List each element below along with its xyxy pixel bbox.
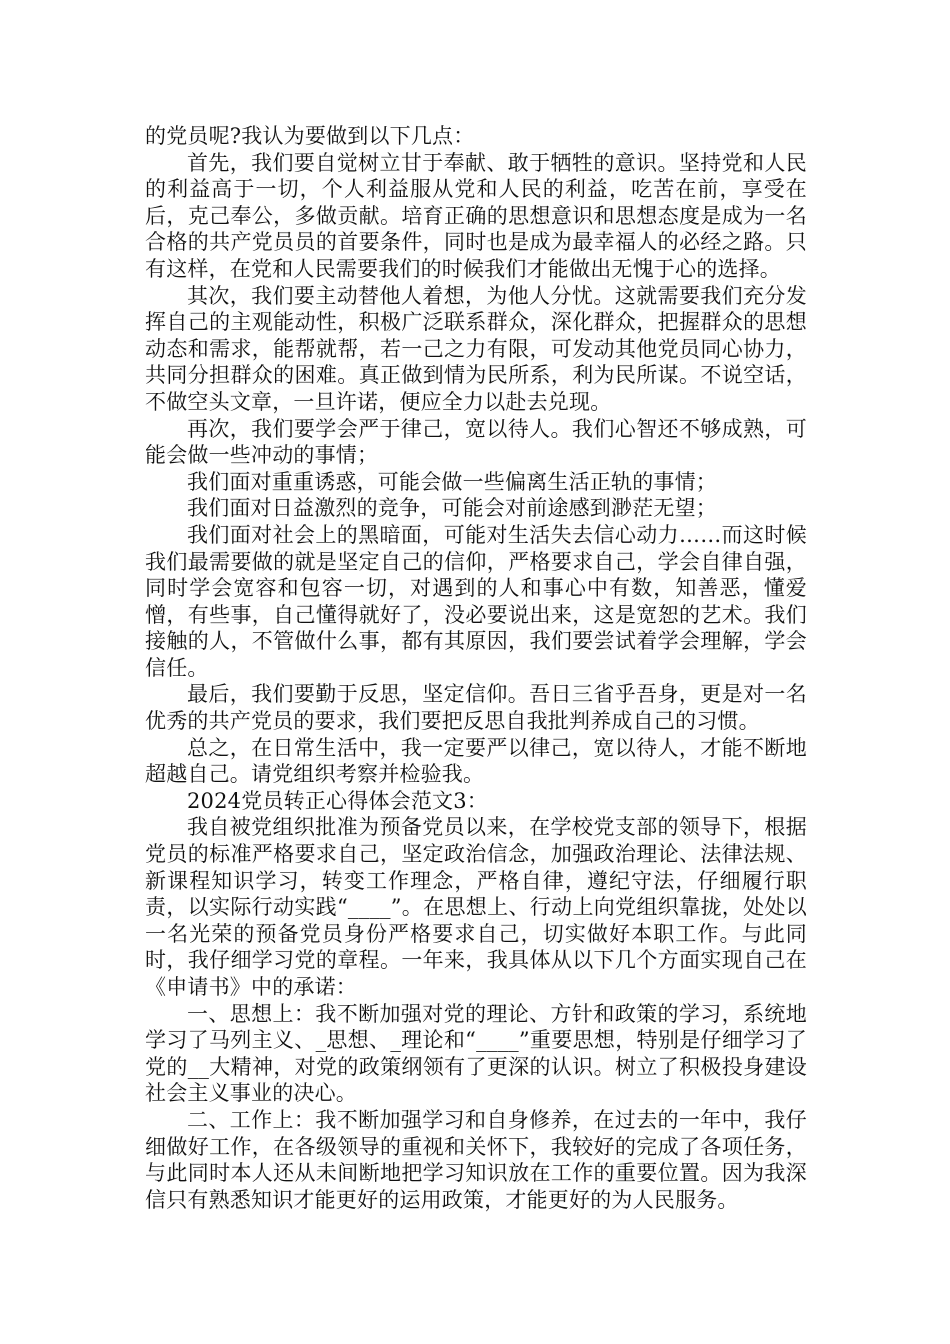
paragraph-thought: 一、思想上：我不断加强对党的理论、方针和政策的学习，系统地学习了马列主义、_思想、_理论和“____”重要思想，特别是仔细学习了党的__大精神，对党的政策纲领有了更深的认识。树立了积极投身建设社会主义事业的决心。 [145, 1001, 807, 1106]
paragraph-third: 再次，我们要学会严于律己，宽以待人。我们心智还不够成熟，可能会做一些冲动的事情； [145, 416, 807, 468]
paragraph-temptation: 我们面对重重诱惑，可能会做一些偏离生活正轨的事情； [187, 469, 717, 494]
paragraph-competition: 我们面对日益激烈的竞争，可能会对前途感到渺茫无望； [187, 496, 717, 521]
paragraph-work: 二、工作上：我不断加强学习和自身修养，在过去的一年中，我仔细做好工作，在各级领导的重视和关怀下，我较好的完成了各项任务，与此同时本人还从未间断地把学习知识放在工作的重要位置。因为我深信只有熟悉知识才能更好的运用政策，才能更好的为人民服务。 [145, 1107, 807, 1212]
paragraph-intro: 我自被党组织批准为预备党员以来，在学校党支部的领导下，根据党员的标准严格要求自己，坚定政治信念，加强政治理论、法律法规、新课程知识学习，转变工作理念，严格自律，遵纪守法，仔细履行职责，以实际行动实践“____”。在思想上、行动上向党组织靠拢，处处以一名光荣的预备党员身份严格要求自己，切实做好本职工作。与此同时，我仔细学习党的章程。一年来，我具体从以下几个方面实现自己在《申请书》中的承诺： [145, 815, 807, 999]
paragraph-continuation: 的党员呢?我认为要做到以下几点： [145, 124, 475, 148]
paragraph-conclusion: 总之，在日常生活中，我一定要严以律己，宽以待人，才能不断地超越自己。请党组织考察并检验我。 [145, 735, 807, 787]
paragraph-society: 我们面对社会上的黑暗面，可能对生活失去信心动力……而这时候我们最需要做的就是坚定自己的信仰，严格要求自己，学会自律自强，同时学会宽容和包容一切，对遇到的人和事心中有数，知善恶，懂爱憎，有些事，自己懂得就好了，没必要说出来，这是宽恕的艺术。我们接触的人，不管做什么事，都有其原因，我们要尝试着学会理解，学会信任。 [145, 522, 807, 680]
paragraph-finally: 最后，我们要勤于反思，坚定信仰。吾日三省乎吾身，更是对一名优秀的共产党员的要求，我们要把反思自我批判养成自己的习惯。 [145, 682, 807, 734]
paragraph-first: 首先，我们要自觉树立甘于奉献、敢于牺牲的意识。坚持党和人民的利益高于一切，个人利益服从党和人民的利益，吃苦在前，享受在后，克己奉公，多做贡献。培育正确的思想意识和思想态度是成为一名合格的共产党员员的首要条件，同时也是成为最幸福人的必经之路。只有这样，在党和人民需要我们的时候我们才能做出无愧于心的选择。 [145, 150, 807, 281]
section-heading: 2024党员转正心得体会范文3： [187, 788, 489, 813]
document-body [145, 123, 807, 1213]
paragraph-second: 其次，我们要主动替他人着想，为他人分忧。这就需要我们充分发挥自己的主观能动性，积极广泛联系群众，深化群众，把握群众的思想动态和需求，能帮就帮，若一己之力有限，可发动其他党员同心协力，共同分担群众的困难。真正做到情为民所系，利为民所谋。不说空话，不做空头文章，一旦许诺，便应全力以赴去兑现。 [145, 283, 807, 414]
